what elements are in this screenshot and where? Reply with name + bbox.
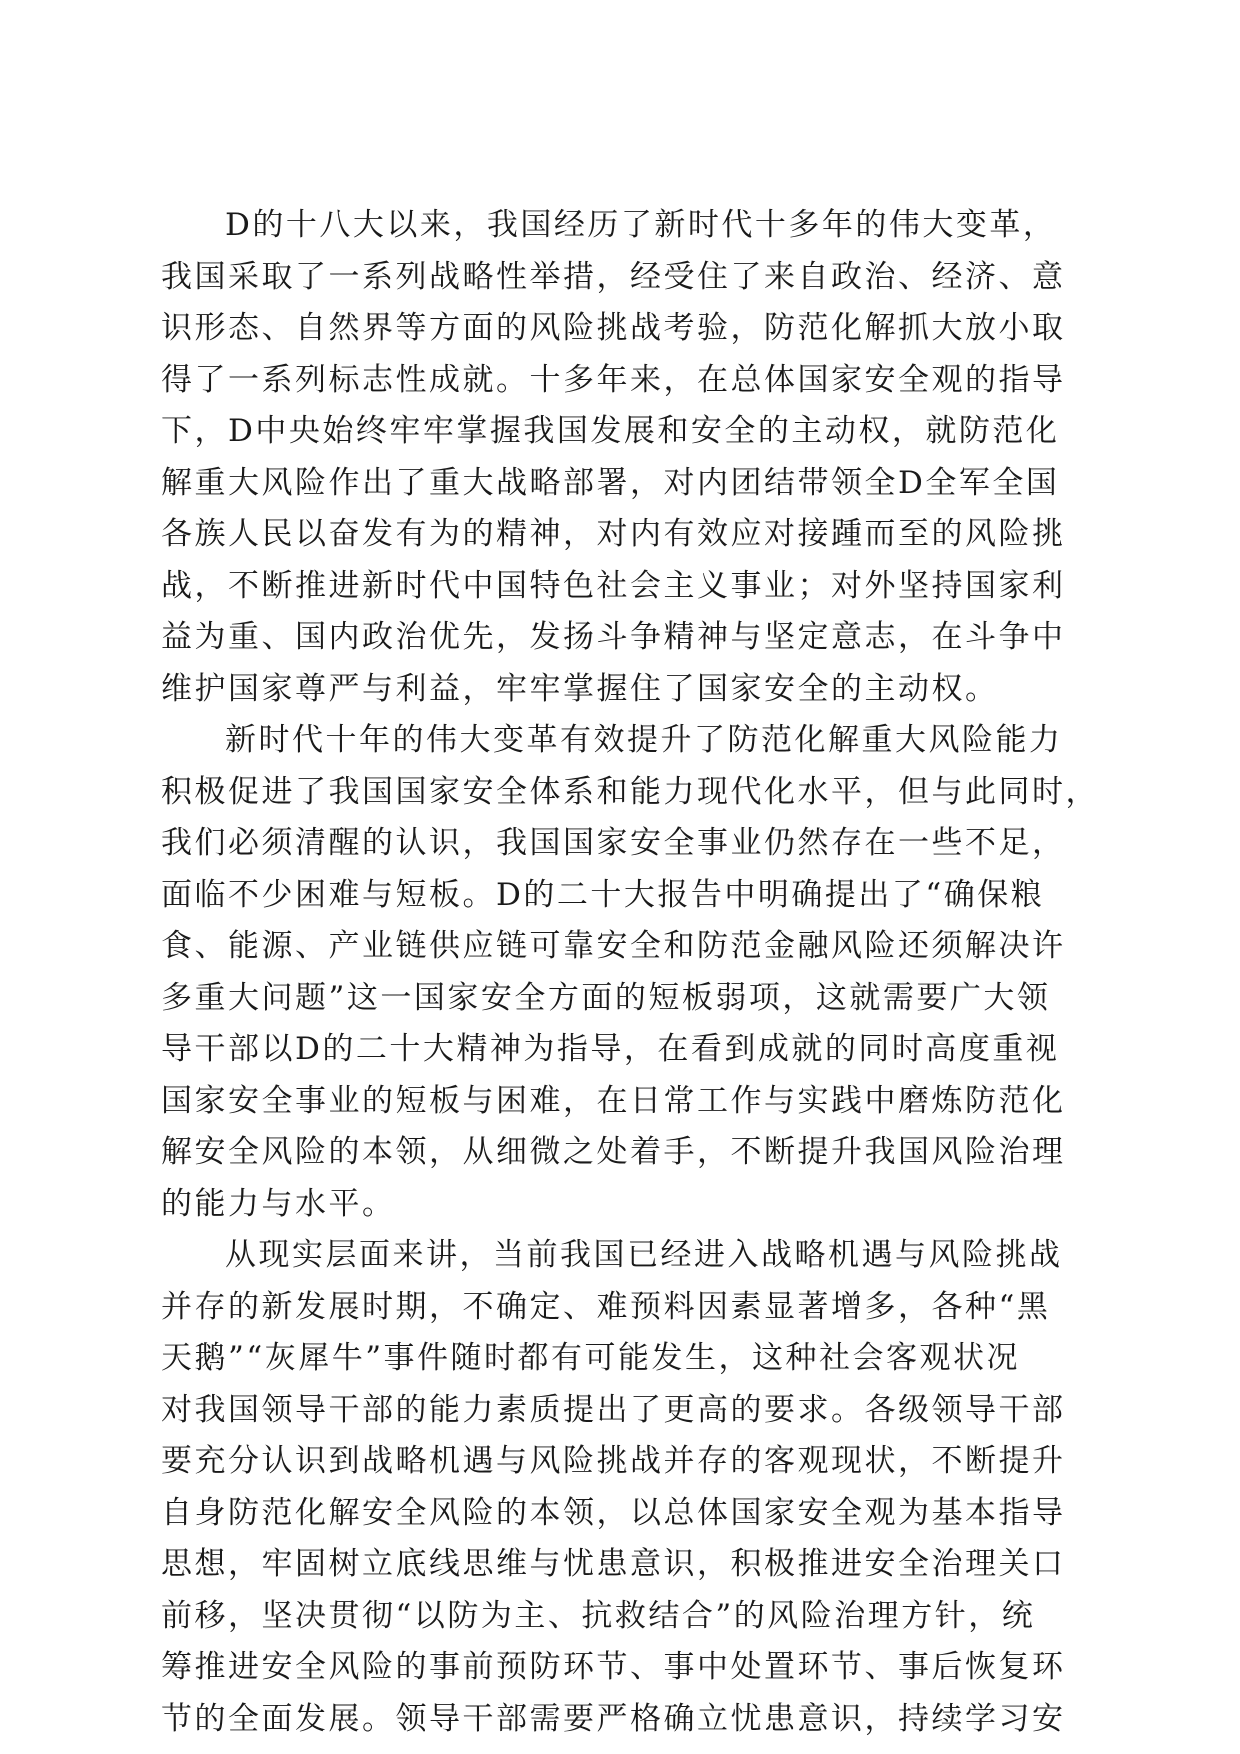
paragraph-2 (161, 715, 1099, 1230)
text-line: 对我国领导干部的能力素质提出了更高的要求。各级领导干部 (161, 1391, 1066, 1428)
text-line: 节的全面发展。领导干部需要严格确立忧患意识，持续学习安 (161, 1700, 1066, 1737)
text-line: 从现实层面来讲，当前我国已经进入战略机遇与风险挑战 (225, 1237, 1063, 1273)
paragraph-3 (161, 1230, 1081, 1745)
text-line: 天鹅”“灰犀牛”事件随时都有可能发生，这种社会客观状况 (161, 1340, 1021, 1376)
text-line: 自身防范化解安全风险的本领，以总体国家安全观为基本指导 (161, 1494, 1066, 1531)
text-line: 解重大风险作出了重大战略部署，对内团结带领全D全军全国 (161, 464, 1060, 501)
text-line: 得了一系列标志性成就。十多年来，在总体国家安全观的指导 (161, 361, 1066, 398)
text-line: 要充分认识到战略机遇与风险挑战并存的客观现状，不断提升 (161, 1443, 1066, 1479)
text-line: 前移，坚决贯彻“以防为主、抗救结合”的风险治理方针，统 (161, 1597, 1036, 1634)
text-line: 益为重、国内政治优先，发扬斗争精神与坚定意志，在斗争中 (161, 619, 1066, 655)
text-line: D的十八大以来，我国经历了新时代十多年的伟大变革， (225, 207, 1057, 243)
text-line: 并存的新发展时期，不确定、难预料因素显著增多，各种“黑 (161, 1288, 1051, 1325)
text-line: 思想，牢固树立底线思维与忧患意识，积极推进安全治理关口 (161, 1546, 1066, 1582)
text-line: 我国采取了一系列战略性举措，经受住了来自政治、经济、意 (161, 258, 1066, 295)
text-line: 多重大问题”这一国家安全方面的短板弱项，这就需要广大领 (161, 979, 1051, 1016)
text-line: 食、能源、产业链供应链可靠安全和防范金融风险还须解决许 (161, 928, 1066, 964)
text-line: 积极促进了我国国家安全体系和能力现代化水平，但与此同时， (161, 773, 1099, 810)
text-line: 解安全风险的本领，从细微之处着手，不断提升我国风险治理 (161, 1134, 1066, 1170)
paragraph-1 (161, 200, 1081, 715)
text-line: 维护国家尊严与利益，牢牢掌握住了国家安全的主动权。 (161, 670, 999, 707)
text-line: 战，不断推进新时代中国特色社会主义事业；对外坚持国家利 (161, 567, 1066, 604)
text-line: 筹推进安全风险的事前预防环节、事中处置环节、事后恢复环 (161, 1649, 1066, 1685)
text-line: 导干部以D的二十大精神为指导，在看到成就的同时高度重视 (161, 1031, 1060, 1067)
text-line: 面临不少困难与短板。D的二十大报告中明确提出了“确保粮 (161, 876, 1045, 913)
text-line: 的能力与水平。 (161, 1185, 396, 1222)
text-line: 各族人民以奋发有为的精神，对内有效应对接踵而至的风险挑 (161, 516, 1066, 552)
body-text (161, 200, 1099, 1745)
text-line: 新时代十年的伟大变革有效提升了防范化解重大风险能力 (225, 722, 1063, 758)
text-line: 我们必须清醒的认识，我国国家安全事业仍然存在一些不足， (161, 825, 1066, 861)
text-line: 国家安全事业的短板与困难，在日常工作与实践中磨炼防范化 (161, 1082, 1066, 1119)
text-line: 下，D中央始终牢牢掌握我国发展和安全的主动权，就防范化 (161, 413, 1060, 449)
text-line: 识形态、自然界等方面的风险挑战考验，防范化解抓大放小取 (161, 310, 1066, 346)
